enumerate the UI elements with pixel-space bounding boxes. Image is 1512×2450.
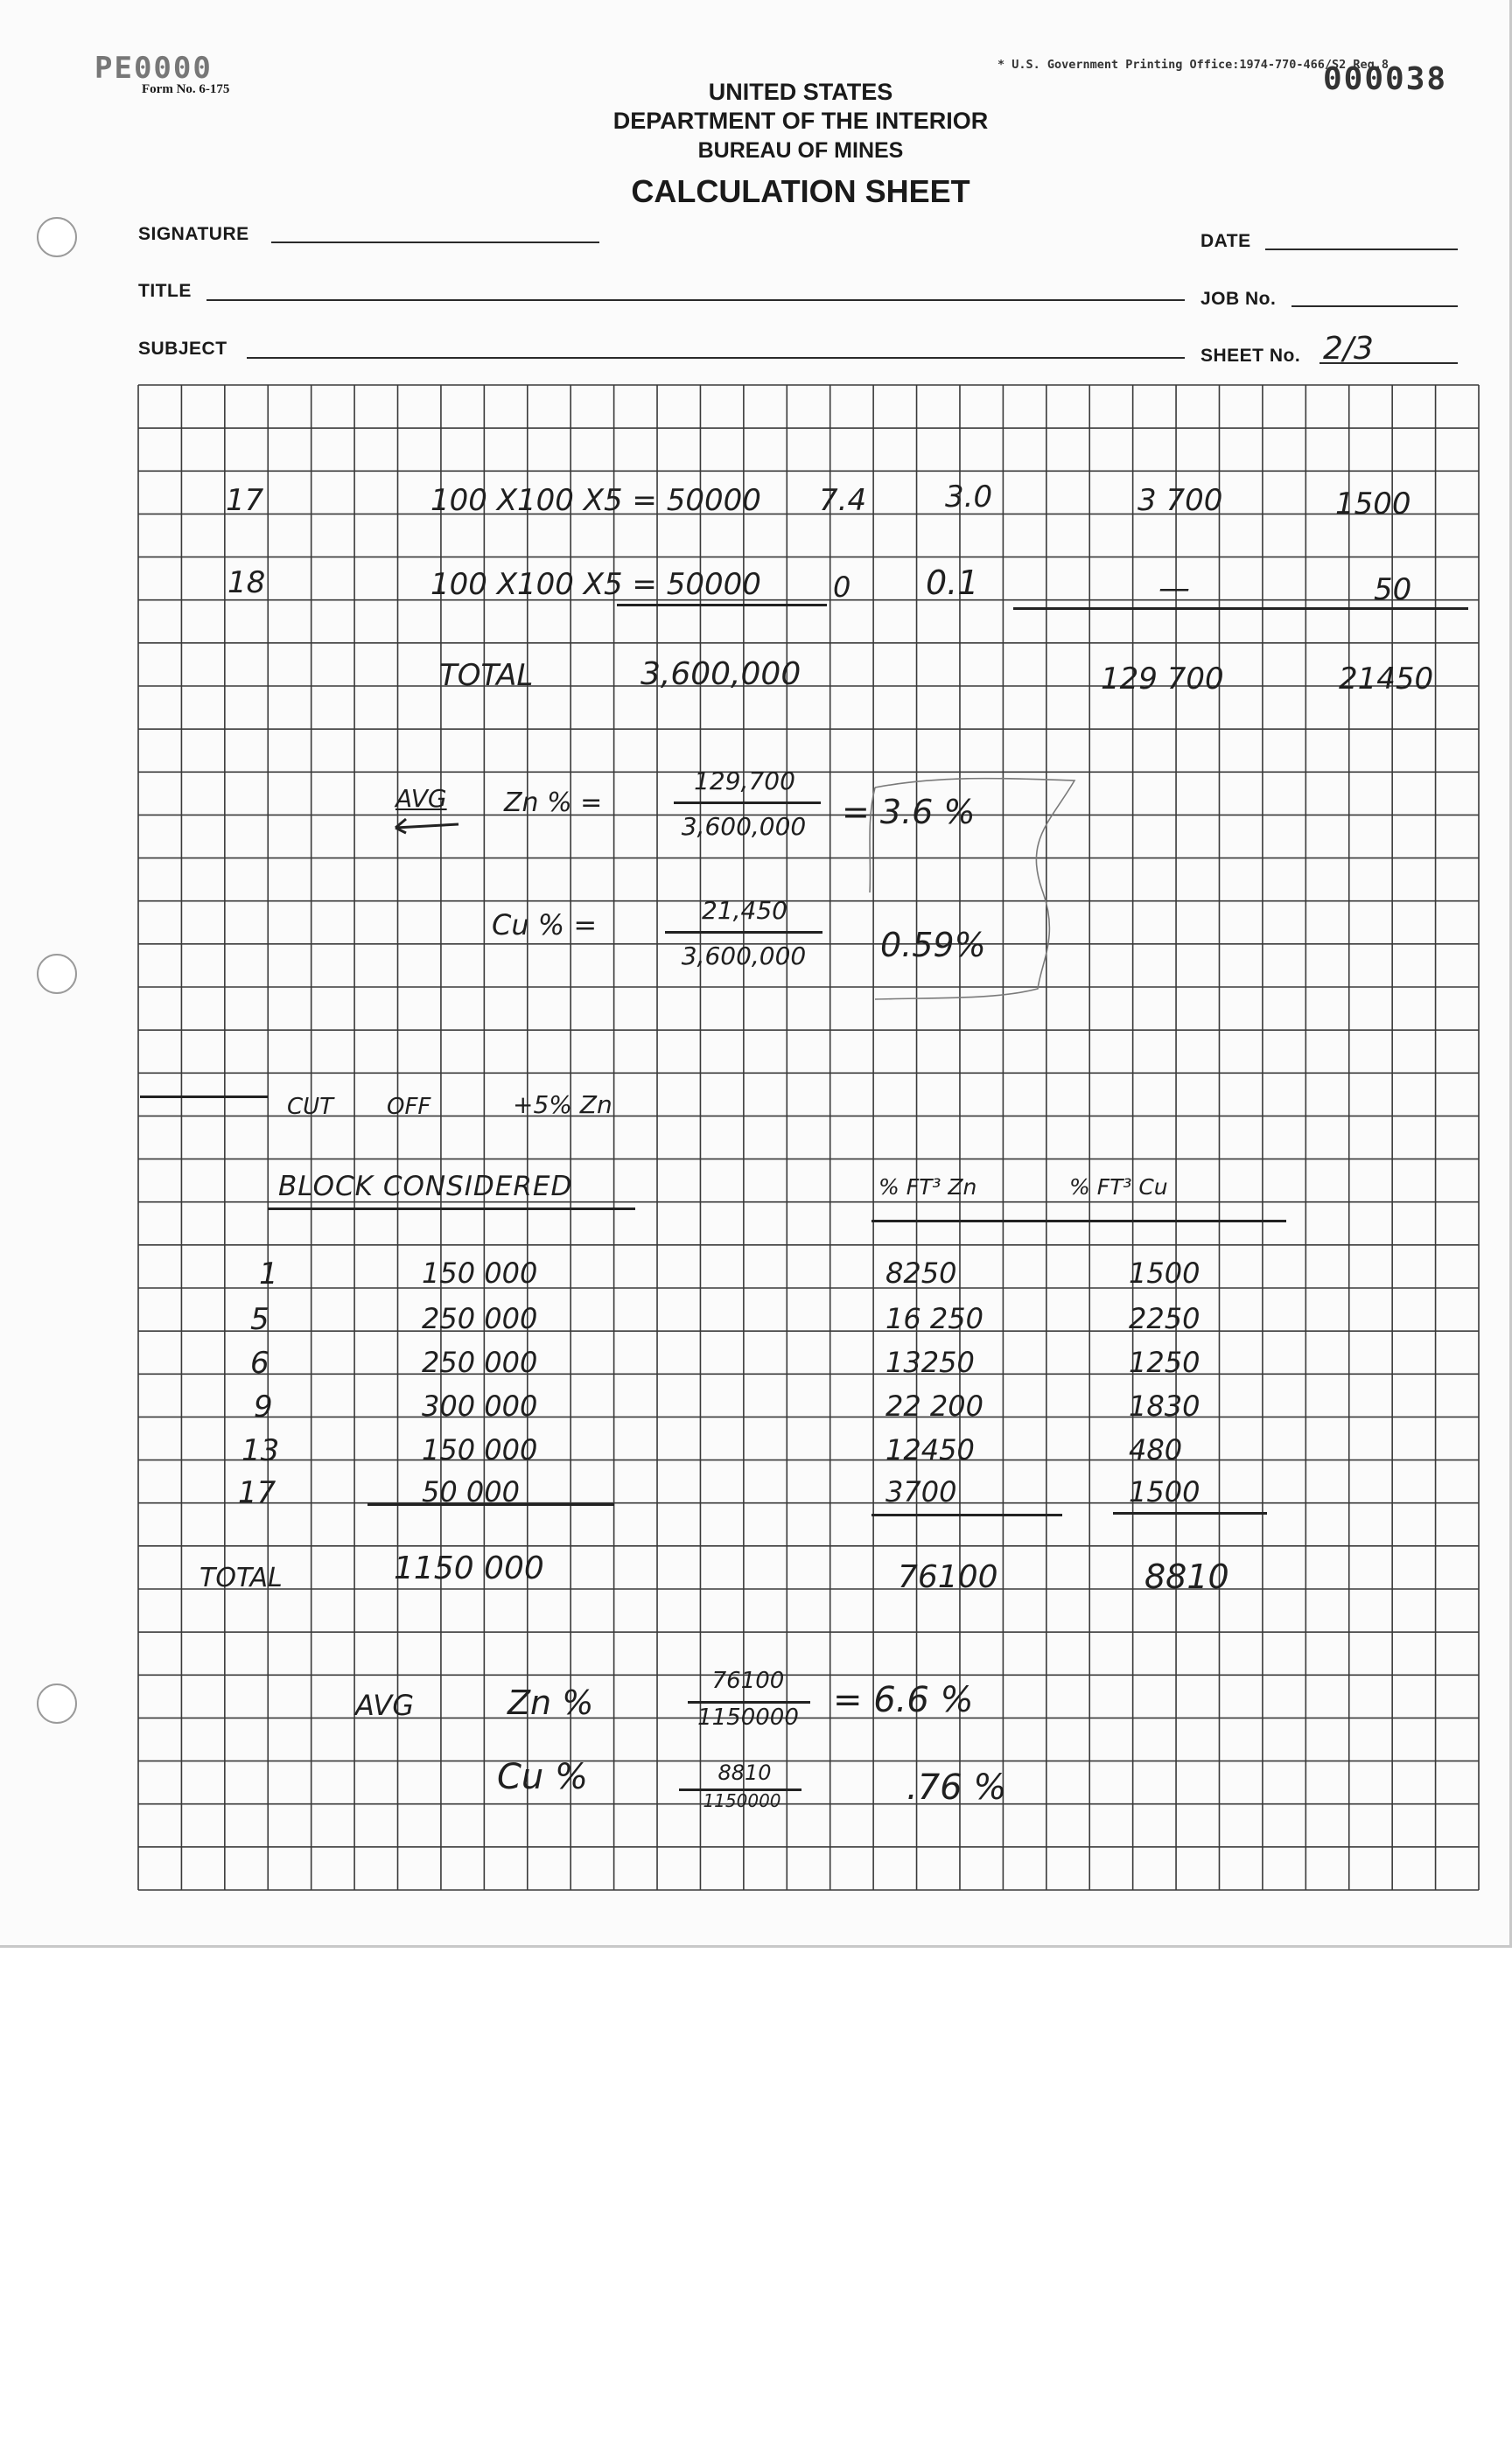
- block-row-number: 9: [254, 1390, 273, 1424]
- avg-top-cu-denominator: 3,600,000: [681, 942, 807, 970]
- top-total-ft-zn: 129 700: [1101, 662, 1224, 696]
- avg-bottom-cu-label: Cu %: [497, 1757, 589, 1797]
- row-18-calc: 100 X100 X5 = 50000: [430, 567, 761, 602]
- avg-top-zn-denominator: 3,600,000: [681, 812, 807, 841]
- cutoff-text-2: OFF: [387, 1094, 431, 1120]
- sheet-number-value: 2/3: [1323, 331, 1374, 367]
- avg-top-cu-label: Cu % =: [492, 908, 598, 942]
- block-row-number: 1: [259, 1256, 278, 1292]
- avg-top-cu-numerator: 21,450: [702, 896, 788, 925]
- avg-top-zn-result: = 3.6 %: [842, 793, 976, 831]
- avg-bottom-cu-result: .76 %: [906, 1768, 1007, 1808]
- row-17-block: 17: [226, 483, 264, 518]
- block-row-volume: 50 000: [422, 1475, 520, 1508]
- arrow-left-icon: [390, 814, 460, 835]
- row-18-block: 18: [228, 565, 266, 600]
- top-total-label: TOTAL: [439, 658, 534, 693]
- sheet-title: CALCULATION SHEET: [631, 173, 970, 209]
- avg-bottom-zn-label: Zn %: [508, 1684, 594, 1722]
- row-17-ft-zn: 3 700: [1138, 483, 1223, 518]
- job-number-label: JOB No.: [1200, 289, 1277, 309]
- block-row-volume: 150 000: [422, 1433, 538, 1466]
- row-17-pct-cu: 3.0: [945, 480, 993, 514]
- avg-bottom-cu-denominator: 1150000: [703, 1790, 781, 1811]
- block-row-zn: 12450: [886, 1433, 975, 1466]
- block-total-label: TOTAL: [200, 1563, 283, 1593]
- avg-top-zn-fraction-bar: [674, 802, 821, 804]
- avg-bottom-zn-fraction-bar: [688, 1701, 810, 1704]
- row-17-ft-cu: 1500: [1335, 486, 1411, 522]
- agency-line-2: DEPARTMENT OF THE INTERIOR: [612, 108, 989, 134]
- sheet-number-label: SHEET No.: [1200, 346, 1301, 366]
- row-18-ft-zn: —: [1158, 570, 1190, 606]
- block-row-cu: 1830: [1129, 1390, 1200, 1423]
- block-row-number: 17: [238, 1475, 276, 1510]
- block-row-cu: 1500: [1129, 1475, 1200, 1508]
- block-row-zn: 16 250: [886, 1302, 984, 1335]
- avg-top-zn-label: Zn % =: [504, 788, 603, 818]
- results-bracket-scribble: [840, 770, 1085, 1024]
- block-row-cu: 1250: [1129, 1346, 1200, 1379]
- cutoff-divider: [140, 1096, 268, 1098]
- volume-sum-line: [368, 1503, 614, 1506]
- block-row-cu: 2250: [1129, 1302, 1200, 1335]
- avg-bottom-zn-denominator: 1150000: [697, 1704, 799, 1731]
- date-label: DATE: [1200, 231, 1251, 251]
- block-row-volume: 300 000: [422, 1390, 538, 1423]
- title-label: TITLE: [138, 281, 192, 301]
- avg-top-cu-fraction-bar: [665, 931, 822, 934]
- top-total-volume: 3,600,000: [640, 656, 802, 692]
- signature-label: SIGNATURE: [138, 224, 249, 244]
- avg-top-zn-numerator: 129,700: [694, 766, 795, 795]
- row-18-underline: [617, 604, 827, 606]
- row-18-column-underline: [1013, 607, 1468, 610]
- block-table-header-cu: % FT³ Cu: [1069, 1174, 1168, 1200]
- block-table-header-zn: % FT³ Zn: [878, 1174, 977, 1200]
- block-row-volume: 250 000: [422, 1302, 538, 1335]
- row-18-pct-cu: 0.1: [926, 564, 979, 602]
- avg-bottom-zn-numerator: 76100: [711, 1668, 785, 1694]
- avg-label-bottom: AVG: [355, 1689, 414, 1722]
- block-total-cu: 8810: [1144, 1558, 1229, 1596]
- block-row-zn: 13250: [886, 1346, 975, 1379]
- subject-label: SUBJECT: [138, 339, 228, 359]
- cutoff-text-3: +5% Zn: [513, 1090, 612, 1119]
- avg-label-top: AVG: [396, 784, 447, 813]
- block-row-number: 13: [242, 1433, 280, 1468]
- block-row-zn: 22 200: [886, 1390, 984, 1423]
- block-row-zn: 8250: [886, 1256, 957, 1290]
- avg-bottom-zn-result: = 6.6 %: [833, 1680, 974, 1720]
- block-row-volume: 250 000: [422, 1346, 538, 1379]
- block-row-cu: 1500: [1129, 1256, 1200, 1290]
- agency-line-1: UNITED STATES: [708, 79, 893, 105]
- corner-stamp: PE0000: [94, 51, 213, 86]
- top-total-ft-cu: 21450: [1339, 662, 1434, 696]
- avg-bottom-cu-numerator: 8810: [718, 1760, 772, 1785]
- zn-cu-header-underline: [872, 1220, 1286, 1222]
- zn-sum-line: [872, 1514, 1062, 1516]
- block-total-volume: 1150 000: [394, 1550, 544, 1586]
- row-18-ft-cu: 50: [1374, 572, 1412, 607]
- cu-sum-line: [1113, 1512, 1267, 1515]
- block-total-zn: 76100: [898, 1559, 998, 1595]
- row-17-pct-zn: 7.4: [819, 483, 867, 518]
- block-row-cu: 480: [1129, 1433, 1183, 1466]
- block-row-number: 5: [250, 1302, 270, 1337]
- avg-top-cu-result: 0.59%: [880, 926, 986, 964]
- block-header-underline: [268, 1208, 635, 1210]
- block-table-header-block: BLOCK CONSIDERED: [278, 1171, 573, 1202]
- form-number: Form No. 6-175: [142, 82, 230, 96]
- block-row-zn: 3700: [886, 1475, 957, 1508]
- row-17-calc: 100 X100 X5 = 50000: [430, 483, 761, 518]
- block-row-number: 6: [250, 1346, 270, 1381]
- agency-line-3: BUREAU OF MINES: [697, 138, 904, 163]
- printing-office-note: * U.S. Government Printing Office:1974-770-466/S2 Reg.8: [998, 58, 1390, 72]
- cutoff-text-1: CUT: [287, 1094, 334, 1120]
- page-number-stamp: 000038: [1323, 61, 1448, 97]
- row-18-pct-zn: 0: [833, 570, 851, 604]
- block-row-volume: 150 000: [422, 1256, 538, 1290]
